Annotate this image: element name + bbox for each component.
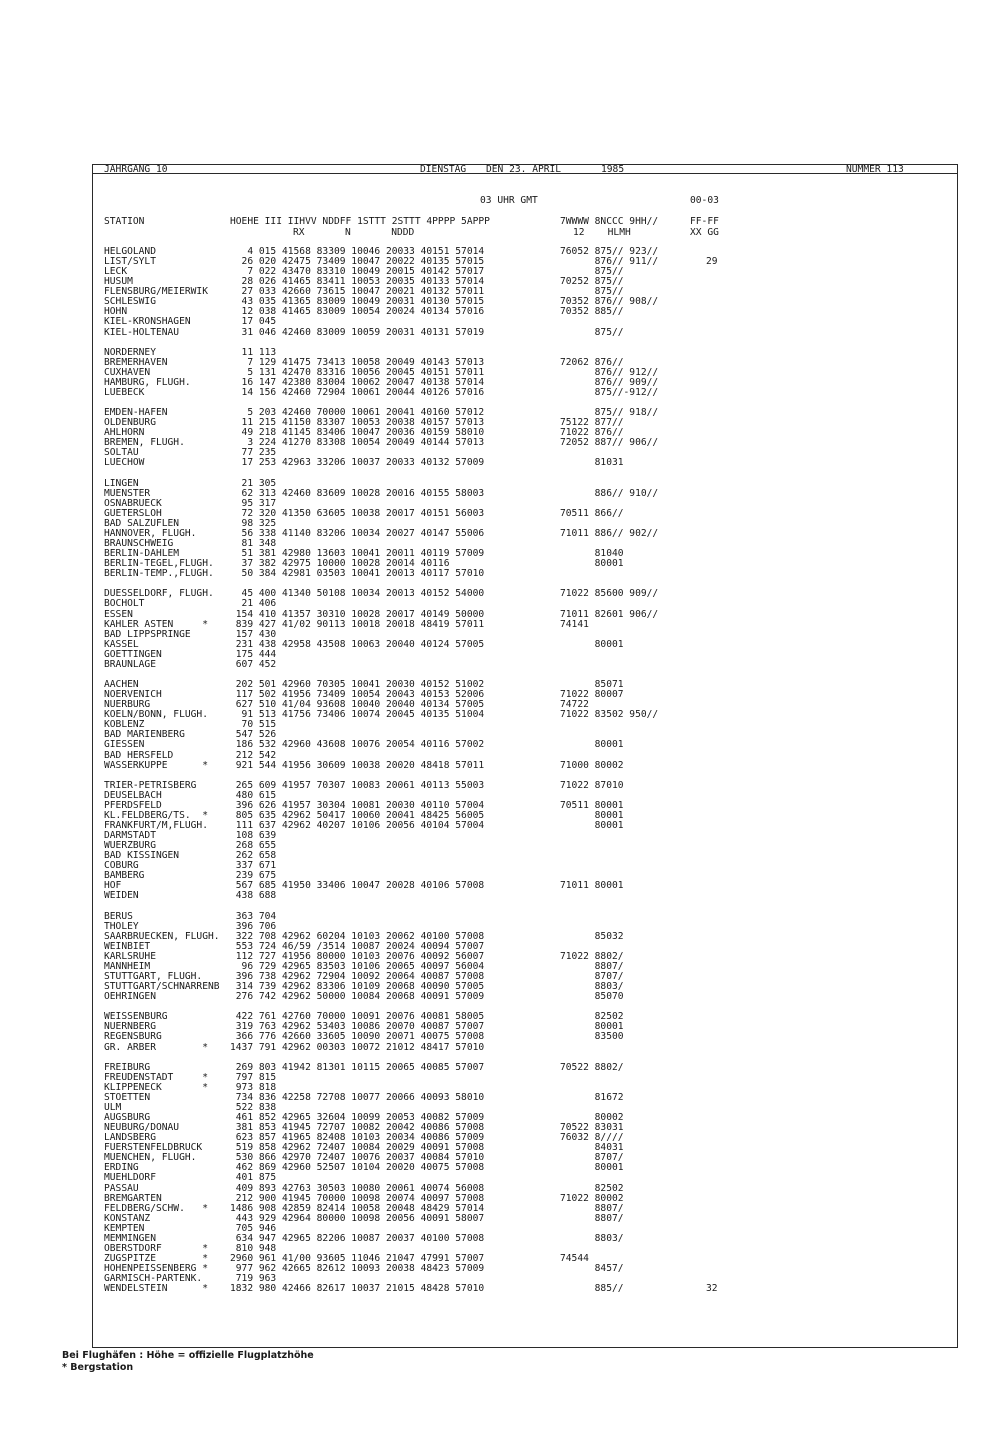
station-name: BRAUNSCHWEIG xyxy=(104,538,174,550)
station-name: PASSAU xyxy=(104,1182,139,1194)
station-observation: 567 685 41950 33406 10047 20028 40106 57008 xyxy=(230,880,485,892)
station-name: COBURG xyxy=(104,860,139,872)
station-observation: 43 035 41365 83009 10049 20031 40130 57015 xyxy=(230,296,485,308)
station-name: DUESSELDORF, FLUGH. xyxy=(104,588,214,600)
station-observation: 519 858 42962 72407 10084 20029 40091 57008 xyxy=(230,1142,485,1154)
station-observation: 438 688 xyxy=(230,890,277,902)
station-cloud-group: 71022 80002 xyxy=(560,1192,624,1204)
station-name: BREMEN, FLUGH. xyxy=(104,437,185,449)
station-name: ZUGSPITZE * xyxy=(104,1253,208,1264)
station-name: LECK xyxy=(104,266,128,278)
station-name: NUERBURG xyxy=(104,699,151,711)
station-name: OLDENBURG xyxy=(104,417,156,429)
station-name: MANNHEIM xyxy=(104,960,151,972)
station-observation: 70 515 xyxy=(230,719,277,731)
station-observation: 627 510 41/04 93608 10040 20040 40134 57005 xyxy=(230,699,485,711)
station-name: OSNABRUECK xyxy=(104,497,162,509)
station-observation: 314 739 42962 83306 10109 20068 40090 57005 xyxy=(230,981,485,993)
station-observation: 3 224 41270 83308 10054 20049 40144 57013 xyxy=(230,437,485,449)
masthead-date: DEN 23. APRIL xyxy=(486,164,562,175)
station-observation: 265 609 41957 70307 10083 20061 40113 55003 xyxy=(230,779,485,791)
station-cloud-group: 875// 918// xyxy=(560,407,659,419)
station-cloud-group: 70522 83031 xyxy=(560,1122,624,1134)
station-cloud-group: 8803/ xyxy=(560,981,624,993)
station-name: GARMISCH-PARTENK. xyxy=(104,1273,203,1285)
station-observation: 396 706 xyxy=(230,920,277,932)
station-name: WEINBIET xyxy=(104,940,151,952)
station-name: WEIDEN xyxy=(104,890,139,902)
station-observation: 734 836 42258 72708 10077 20066 40093 58010 xyxy=(230,1091,485,1103)
station-cloud-group: 71022 85600 909// xyxy=(560,588,659,600)
column-header-line2: RX N NDDD xyxy=(293,227,415,238)
column-header-extra2: XX GG xyxy=(690,227,719,238)
station-name: FREUDENSTADT * xyxy=(104,1071,208,1083)
station-name: NUERNBERG xyxy=(104,1021,156,1033)
station-observation: 1437 791 42962 00303 10072 21012 48417 57010 xyxy=(230,1041,485,1053)
station-observation: 5 131 42470 83316 10056 20045 40151 57011 xyxy=(230,366,485,378)
station-observation: 49 218 41145 83406 10047 20036 40159 58010 xyxy=(230,427,485,439)
station-cloud-group: 71022 83502 950// xyxy=(560,709,659,721)
station-observation: 212 542 xyxy=(230,749,277,761)
station-observation: 607 452 xyxy=(230,658,277,670)
station-cloud-group: 80002 xyxy=(560,1112,624,1124)
column-header-extra1: FF-FF xyxy=(690,216,719,227)
station-name: BAD SALZUFLEN xyxy=(104,517,180,529)
station-name: KL.FELDBERG/TS. * xyxy=(104,809,208,821)
station-name: GIESSEN xyxy=(104,739,145,751)
station-name: HAMBURG, FLUGH. xyxy=(104,376,191,388)
station-observation: 16 147 42380 83004 10062 20047 40138 57014 xyxy=(230,376,485,388)
station-name: NOERVENICH xyxy=(104,689,162,701)
column-header-line1: HOEHE III IIHVV NDDFF 1STTT 2STTT 4PPPP 5APPP xyxy=(230,216,490,227)
station-name: BOCHOLT xyxy=(104,598,145,610)
station-cloud-group: 70522 8802/ xyxy=(560,1061,624,1073)
station-observation: 14 156 42460 72904 10061 20044 40126 57016 xyxy=(230,386,485,398)
station-observation: 26 020 42475 73409 10047 20022 40135 57015 xyxy=(230,256,485,268)
station-cloud-group: 84031 xyxy=(560,1142,624,1154)
station-name: BAD LIPPSPRINGE xyxy=(104,628,191,640)
station-cloud-group: 71011 886// 902// xyxy=(560,527,659,539)
station-cloud-group: 8457/ xyxy=(560,1263,624,1275)
station-name: DEUSELBACH xyxy=(104,789,162,801)
station-name: LIST/SYLT xyxy=(104,256,156,268)
station-observation: 56 338 41140 83206 10034 20027 40147 55006 xyxy=(230,527,485,539)
column-header-station: STATION xyxy=(104,216,145,227)
station-cloud-group: 76052 875// 923// xyxy=(560,246,659,257)
station-name: CUXHAVEN xyxy=(104,366,151,378)
station-observation: 21 406 xyxy=(230,598,277,610)
station-name: OBERSTDORF * xyxy=(104,1242,208,1254)
station-name: NEUBURG/DONAU xyxy=(104,1122,180,1134)
station-cloud-group: 74544 xyxy=(560,1253,589,1264)
station-name: BAD HERSFELD xyxy=(104,749,174,761)
station-name: ESSEN xyxy=(104,608,133,620)
station-observation: 175 444 xyxy=(230,648,277,660)
station-observation: 112 727 41956 80000 10103 20076 40092 56007 xyxy=(230,950,485,962)
station-name: HANNOVER, FLUGH. xyxy=(104,527,197,539)
station-name: BERLIN-TEGEL,FLUGH. xyxy=(104,558,214,570)
station-observation: 977 962 42665 82612 10093 20038 48423 57009 xyxy=(230,1263,485,1275)
station-observation: 51 381 42980 13603 10041 20011 40119 57009 xyxy=(230,548,485,560)
station-name: GUETERSLOH xyxy=(104,507,162,519)
station-cloud-group: 70511 866// xyxy=(560,507,624,519)
station-observation: 186 532 42960 43608 10076 20054 40116 57002 xyxy=(230,739,485,751)
station-cloud-group: 875// xyxy=(560,266,624,278)
station-name: KAHLER ASTEN * xyxy=(104,618,208,630)
station-cloud-group: 82502 xyxy=(560,1182,624,1194)
station-observation: 409 893 42763 30503 10080 20061 40074 56008 xyxy=(230,1182,485,1194)
station-observation: 17 253 42963 33206 10037 20033 40132 57009 xyxy=(230,457,485,469)
station-cloud-group: 70252 875// xyxy=(560,276,624,288)
station-name: KARLSRUHE xyxy=(104,950,156,962)
station-observation: 547 526 xyxy=(230,729,277,741)
station-name: WEISSENBURG xyxy=(104,1011,168,1023)
masthead-year: 1985 xyxy=(601,164,625,175)
station-name: AUGSBURG xyxy=(104,1112,151,1124)
masthead-volume: JAHRGANG 10 xyxy=(104,164,168,175)
station-observation: 111 637 42962 40207 10106 20056 40104 57004 xyxy=(230,819,485,831)
station-name: LUECHOW xyxy=(104,457,145,469)
station-observation: 62 313 42460 83609 10028 20016 40155 58003 xyxy=(230,487,485,499)
station-observation: 921 544 41956 30609 10038 20020 48418 57011 xyxy=(230,759,485,771)
station-cloud-group: 72062 876// xyxy=(560,356,624,368)
station-observation: 239 675 xyxy=(230,870,277,882)
station-observation: 634 947 42965 82206 10087 20037 40100 57008 xyxy=(230,1232,485,1244)
station-cloud-group: 886// 910// xyxy=(560,487,659,499)
station-name: TRIER-PETRISBERG xyxy=(104,779,197,791)
station-name: KIEL-HOLTENAU xyxy=(104,326,180,338)
station-name: BREMERHAVEN xyxy=(104,356,168,368)
station-extra-group: 29 xyxy=(706,256,718,268)
station-name: HOHENPEISSENBERG * xyxy=(104,1263,208,1275)
station-name: GOETTINGEN xyxy=(104,648,162,660)
station-name: STOETTEN xyxy=(104,1091,151,1103)
station-observation: 98 325 xyxy=(230,517,277,529)
station-name: THOLEY xyxy=(104,920,139,932)
station-name: GR. ARBER * xyxy=(104,1041,208,1053)
station-observation: 157 430 xyxy=(230,628,277,640)
station-name: SCHLESWIG xyxy=(104,296,156,308)
station-observation: 231 438 42958 43508 10063 20040 40124 57005 xyxy=(230,638,485,650)
report-time: 03 UHR GMT xyxy=(480,195,538,206)
station-cloud-group: 74141 xyxy=(560,618,589,630)
station-name: BERUS xyxy=(104,910,133,922)
station-name: HUSUM xyxy=(104,276,133,288)
station-cloud-group: 71000 80002 xyxy=(560,759,624,771)
station-name: KLIPPENECK * xyxy=(104,1081,208,1093)
station-name: BREMGARTEN xyxy=(104,1192,162,1204)
station-cloud-group: 885// xyxy=(560,1283,624,1295)
station-cloud-group: 80001 xyxy=(560,1162,624,1174)
station-observation: 553 724 46/59 /3514 10087 20024 40094 57007 xyxy=(230,940,485,952)
station-name: FLENSBURG/MEIERWIK xyxy=(104,286,208,298)
station-observation: 11 215 41150 83307 10053 20038 40157 57013 xyxy=(230,417,485,429)
station-cloud-group: 875//-912// xyxy=(560,386,659,398)
station-name: BAD KISSINGEN xyxy=(104,850,180,862)
station-cloud-group: 876// 912// xyxy=(560,366,659,378)
station-observation: 530 866 42970 72407 10076 20037 40084 57010 xyxy=(230,1152,485,1164)
station-observation: 81 348 xyxy=(230,538,277,550)
station-name: MEMMINGEN xyxy=(104,1232,156,1244)
station-cloud-group: 85070 xyxy=(560,991,624,1003)
station-cloud-group: 71011 82601 906// xyxy=(560,608,659,620)
station-cloud-group: 8803/ xyxy=(560,1232,624,1244)
station-cloud-group: 71022 87010 xyxy=(560,779,624,791)
station-observation: 11 113 xyxy=(230,346,277,358)
station-name: WUERZBURG xyxy=(104,840,156,852)
station-name: MUENSTER xyxy=(104,487,151,499)
station-cloud-group: 8707/ xyxy=(560,971,624,983)
station-observation: 623 857 41965 82408 10103 20034 40086 57009 xyxy=(230,1132,485,1144)
station-name: KIEL-KRONSHAGEN xyxy=(104,316,191,328)
station-name: DARMSTADT xyxy=(104,830,156,842)
station-cloud-group: 8707/ xyxy=(560,1152,624,1164)
station-cloud-group: 81672 xyxy=(560,1091,624,1103)
station-name: MUEHLDORF xyxy=(104,1172,156,1184)
station-observation: 805 635 42962 50417 10060 20041 48425 56005 xyxy=(230,809,485,821)
station-observation: 45 400 41340 50108 10034 20013 40152 54000 xyxy=(230,588,485,600)
station-observation: 366 776 42660 33605 10090 20071 40075 57008 xyxy=(230,1031,485,1043)
station-cloud-group: 82502 xyxy=(560,1011,624,1023)
station-name: KASSEL xyxy=(104,638,139,650)
station-cloud-group: 80001 xyxy=(560,558,624,570)
column-header-right2: 12 HLMH xyxy=(573,227,631,238)
station-observation: 522 838 xyxy=(230,1101,277,1113)
station-observation: 37 382 42975 10000 10028 20014 40116 xyxy=(230,558,450,570)
station-observation: 1832 980 42466 82617 10037 21015 48428 57010 xyxy=(230,1283,485,1295)
station-name: STUTTGART/SCHNARRENB xyxy=(104,981,220,993)
station-name: FUERSTENFELDBRUCK xyxy=(104,1142,203,1154)
station-observation: 7 022 43470 83310 10049 20015 40142 57017 xyxy=(230,266,485,278)
station-observation: 719 963 xyxy=(230,1273,277,1285)
station-cloud-group: 8807/ xyxy=(560,1202,624,1214)
station-cloud-group: 80001 xyxy=(560,1021,624,1033)
station-observation: 401 875 xyxy=(230,1172,277,1184)
station-name: ERDING xyxy=(104,1162,139,1174)
station-cloud-group: 81031 xyxy=(560,457,624,469)
station-cloud-group: 8807/ xyxy=(560,1212,624,1224)
station-observation: 381 853 41945 72707 10082 20042 40086 57008 xyxy=(230,1122,485,1134)
station-observation: 269 803 41942 81301 10115 20065 40085 57007 xyxy=(230,1061,485,1073)
station-observation: 262 658 xyxy=(230,850,277,862)
station-observation: 5 203 42460 70000 10061 20041 40160 57012 xyxy=(230,407,485,419)
station-observation: 17 045 xyxy=(230,316,277,328)
station-observation: 212 900 41945 70000 10098 20074 40097 57008 xyxy=(230,1192,485,1204)
station-observation: 443 929 42964 80000 10098 20056 40091 58007 xyxy=(230,1212,485,1224)
station-observation: 1486 908 42859 82414 10058 20048 48429 57014 xyxy=(230,1202,485,1214)
station-cloud-group: 75122 877// xyxy=(560,417,624,429)
station-observation: 27 033 42660 73615 10047 20021 40132 57011 xyxy=(230,286,485,298)
station-observation: 276 742 42962 50000 10084 20068 40091 57009 xyxy=(230,991,485,1003)
station-name: SOLTAU xyxy=(104,447,139,459)
station-observation: 72 320 41350 63605 10038 20017 40151 56003 xyxy=(230,507,485,519)
station-name: KOELN/BONN, FLUGH. xyxy=(104,709,208,721)
station-observation: 50 384 42981 03503 10041 20013 40117 57010 xyxy=(230,568,485,580)
station-name: ULM xyxy=(104,1101,122,1113)
station-observation: 973 818 xyxy=(230,1081,277,1093)
station-name: BRAUNLAGE xyxy=(104,658,156,670)
station-observation: 705 946 xyxy=(230,1222,277,1234)
station-observation: 322 708 42962 60204 10103 20062 40100 57008 xyxy=(230,930,485,942)
station-name: WASSERKUPPE * xyxy=(104,759,208,771)
station-cloud-group: 80001 xyxy=(560,819,624,831)
station-name: BAMBERG xyxy=(104,870,145,882)
station-cloud-group: 72052 887// 906// xyxy=(560,437,659,449)
station-name: OEHRINGEN xyxy=(104,991,156,1003)
column-header-right1: 7WWWW 8NCCC 9HH// xyxy=(560,216,659,227)
station-observation: 396 626 41957 30304 10081 20030 40110 57004 xyxy=(230,799,485,811)
station-cloud-group: 71022 80007 xyxy=(560,689,624,701)
report-period: 00-03 xyxy=(690,195,719,206)
footnote-mountain: * Bergstation xyxy=(62,1362,134,1373)
station-cloud-group: 876// 909// xyxy=(560,376,659,388)
station-cloud-group: 71022 876// xyxy=(560,427,624,439)
station-name: LUEBECK xyxy=(104,386,145,398)
station-name: HOF xyxy=(104,880,122,892)
station-name: EMDEN-HAFEN xyxy=(104,407,168,419)
station-name: BAD MARIENBERG xyxy=(104,729,185,741)
station-name: WENDELSTEIN * xyxy=(104,1283,208,1295)
station-observation: 31 046 42460 83009 10059 20031 40131 57019 xyxy=(230,326,485,338)
station-cloud-group: 71011 80001 xyxy=(560,880,624,892)
station-name: LANDSBERG xyxy=(104,1132,156,1144)
station-extra-group: 32 xyxy=(706,1283,718,1295)
station-observation: 319 763 42962 53403 10086 20070 40087 57007 xyxy=(230,1021,485,1033)
station-name: BERLIN-DAHLEM xyxy=(104,548,180,560)
station-observation: 95 317 xyxy=(230,497,277,509)
station-name: STUTTGART, FLUGH. xyxy=(104,971,203,983)
station-name: NORDERNEY xyxy=(104,346,156,358)
station-cloud-group: 70352 876// 908// xyxy=(560,296,659,308)
station-name: KOBLENZ xyxy=(104,719,145,731)
station-cloud-group: 80001 xyxy=(560,638,624,650)
station-cloud-group: 85071 xyxy=(560,679,624,690)
page-frame xyxy=(92,164,958,1348)
station-observation: 21 305 xyxy=(230,477,277,489)
masthead-issue: NUMMER 113 xyxy=(846,164,904,175)
station-observation: 4 015 41568 83309 10046 20033 40151 57014 xyxy=(230,246,485,257)
station-observation: 461 852 42965 32604 10099 20053 40082 57009 xyxy=(230,1112,485,1124)
station-cloud-group: 875// xyxy=(560,286,624,298)
station-observation: 2960 961 41/00 93605 11046 21047 47991 57007 xyxy=(230,1253,485,1264)
station-observation: 154 410 41357 30310 10028 20017 40149 50000 xyxy=(230,608,485,620)
station-observation: 422 761 42760 70000 10091 20076 40081 58005 xyxy=(230,1011,485,1023)
station-observation: 96 729 42965 83503 10106 20065 40097 56004 xyxy=(230,960,485,972)
station-name: FELDBERG/SCHW. * xyxy=(104,1202,208,1214)
station-cloud-group: 83500 xyxy=(560,1031,624,1043)
station-cloud-group: 8807/ xyxy=(560,960,624,972)
station-cloud-group: 70352 885// xyxy=(560,306,624,318)
station-observation: 810 948 xyxy=(230,1242,277,1254)
station-cloud-group: 74722 xyxy=(560,699,589,711)
station-cloud-group: 80001 xyxy=(560,739,624,751)
station-cloud-group: 875// xyxy=(560,326,624,338)
station-observation: 462 869 42960 52507 10104 20020 40075 57008 xyxy=(230,1162,485,1174)
station-name: FREIBURG xyxy=(104,1061,151,1073)
station-observation: 480 615 xyxy=(230,789,277,801)
station-observation: 202 501 42960 70305 10041 20030 40152 51002 xyxy=(230,679,485,690)
station-cloud-group: 81040 xyxy=(560,548,624,560)
station-name: KONSTANZ xyxy=(104,1212,151,1224)
station-name: MUENCHEN, FLUGH. xyxy=(104,1152,197,1164)
station-observation: 108 639 xyxy=(230,830,277,842)
station-observation: 77 235 xyxy=(230,447,277,459)
station-name: BERLIN-TEMP.,FLUGH. xyxy=(104,568,214,580)
station-name: HELGOLAND xyxy=(104,246,156,257)
station-cloud-group: 876// 911// xyxy=(560,256,659,268)
station-name: LINGEN xyxy=(104,477,139,489)
station-observation: 396 738 42962 72904 10092 20064 40087 57008 xyxy=(230,971,485,983)
station-name: SAARBRUECKEN, FLUGH. xyxy=(104,930,220,942)
footnote-airport: Bei Flughäfen : Höhe = offizielle Flugplatzhöhe xyxy=(62,1350,314,1361)
station-name: HOHN xyxy=(104,306,128,318)
station-cloud-group: 80001 xyxy=(560,809,624,821)
station-observation: 7 129 41475 73413 10058 20049 40143 57013 xyxy=(230,356,485,368)
station-name: AHLHORN xyxy=(104,427,145,439)
station-observation: 337 671 xyxy=(230,860,277,872)
station-name: AACHEN xyxy=(104,679,139,690)
station-cloud-group: 76032 8//// xyxy=(560,1132,624,1144)
station-observation: 28 026 41465 83411 10053 20035 40133 57014 xyxy=(230,276,485,288)
station-observation: 363 704 xyxy=(230,910,277,922)
station-observation: 91 513 41756 73406 10074 20045 40135 51004 xyxy=(230,709,485,721)
station-observation: 12 038 41465 83009 10054 20024 40134 57016 xyxy=(230,306,485,318)
station-observation: 839 427 41/02 90113 10018 20018 48419 57011 xyxy=(230,618,485,630)
station-name: PFERDSFELD xyxy=(104,799,162,811)
station-observation: 797 815 xyxy=(230,1071,277,1083)
station-name: REGENSBURG xyxy=(104,1031,162,1043)
station-name: KEMPTEN xyxy=(104,1222,145,1234)
station-observation: 268 655 xyxy=(230,840,277,852)
station-name: FRANKFURT/M,FLUGH. xyxy=(104,819,208,831)
station-observation: 117 502 41956 73409 10054 20043 40153 52006 xyxy=(230,689,485,701)
station-cloud-group: 85032 xyxy=(560,930,624,942)
masthead-day: DIENSTAG xyxy=(420,164,467,175)
station-cloud-group: 71022 8802/ xyxy=(560,950,624,962)
station-cloud-group: 70511 80001 xyxy=(560,799,624,811)
